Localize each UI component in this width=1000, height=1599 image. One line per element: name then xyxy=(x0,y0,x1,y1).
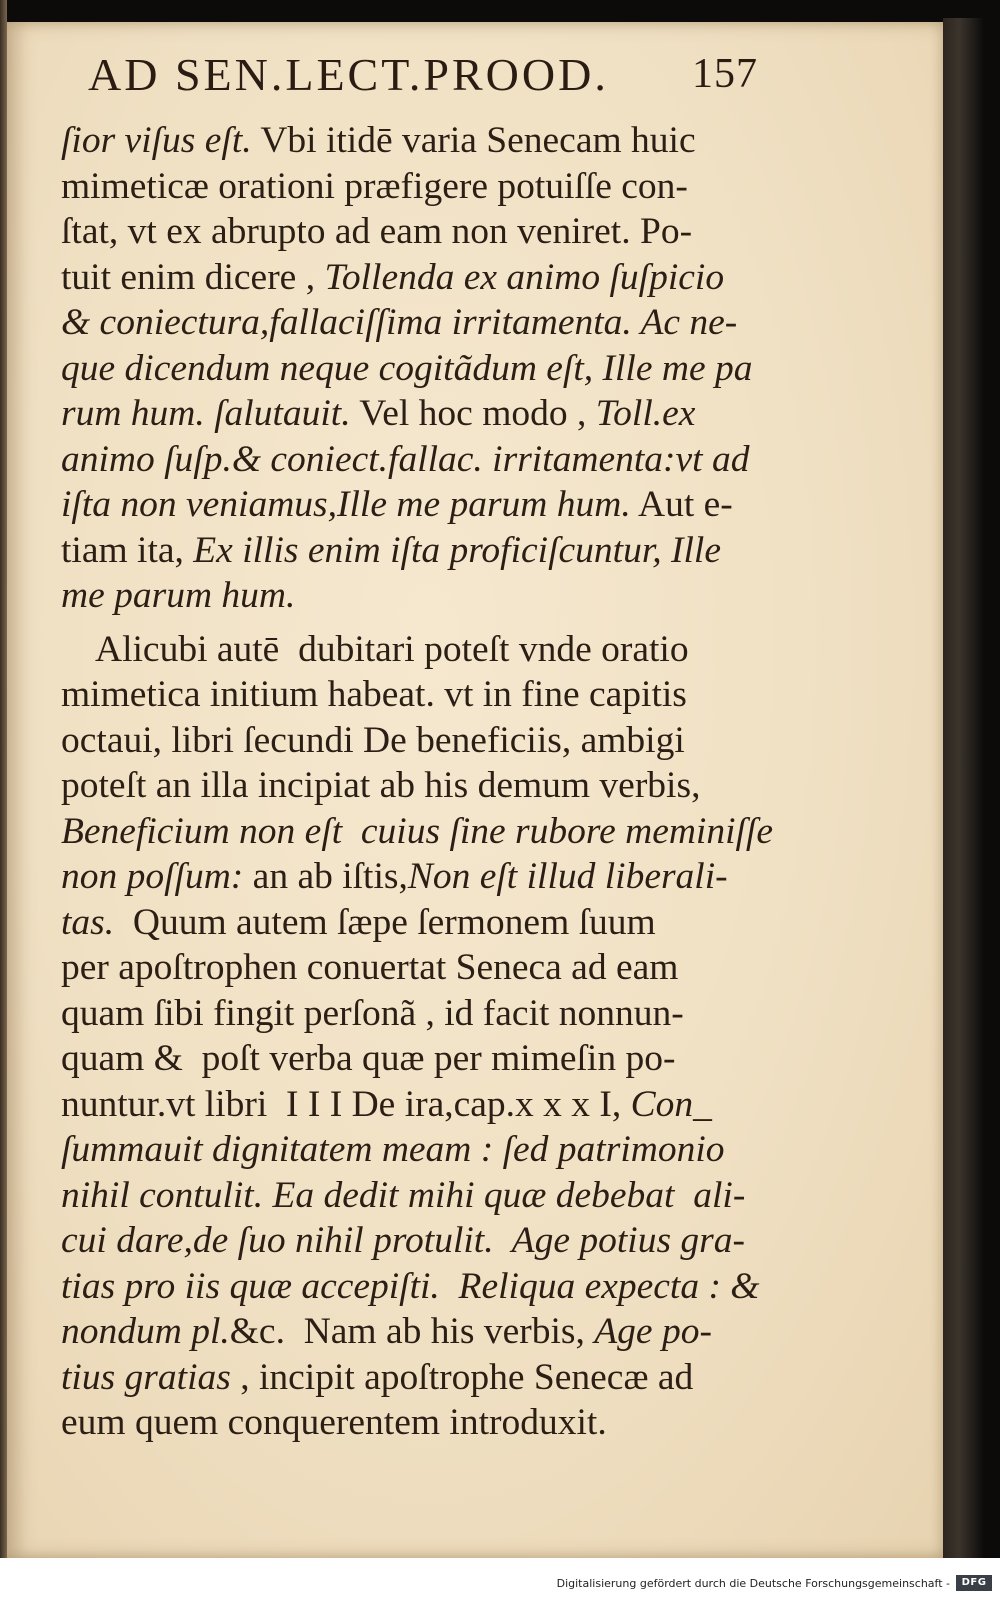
roman-span: Alicubi autē dubitari poteſt vnde oratio xyxy=(95,628,689,670)
text-line xyxy=(61,482,761,528)
italic-span: Beneficium non eſt cuius ſine rubore meminiſſe xyxy=(61,810,773,852)
roman-span: Vbi itidē varia Senecam huic xyxy=(251,120,696,161)
roman-span: ſtat, vt ex abrupto ad eam non veniret. Po- xyxy=(61,211,693,252)
roman-span: &c. Nam ab his verbis, xyxy=(229,1311,595,1352)
italic-span: Age po- xyxy=(594,1311,712,1352)
italic-span: tas. xyxy=(61,901,115,943)
italic-span: iſta non veniamus,Ille me parum hum. xyxy=(61,484,631,525)
italic-span: Non eſt illud liberali- xyxy=(407,856,728,897)
italic-span: Con_ xyxy=(630,1083,712,1125)
roman-span: nuntur.vt libri I I I De ira,cap.x x x I, xyxy=(61,1083,631,1125)
text-line xyxy=(61,209,761,255)
running-title: AD SEN.LECT.PROOD. xyxy=(88,49,609,100)
roman-span: octaui, libri ſecundi De beneficiis, ambigi xyxy=(61,719,685,761)
italic-span: ſummauit dignitatem meam : ſed patrimonio xyxy=(61,1129,725,1170)
text-line xyxy=(61,528,761,574)
italic-span: nihil contulit. Ea dedit mihi quæ debebat ali- xyxy=(61,1174,746,1216)
italic-span: Ex illis enim iſta proficiſcuntur, Ille xyxy=(193,529,721,571)
roman-span: eum quem conquerentem introduxit. xyxy=(61,1402,607,1443)
text-line xyxy=(61,346,761,392)
text-line xyxy=(61,1264,761,1310)
text-line xyxy=(61,809,773,855)
roman-span: Vel hoc modo , xyxy=(350,393,596,434)
italic-span: nondum pl. xyxy=(61,1311,230,1352)
italic-span: animo ſuſp.& coniect.fallac. irritamenta:vt ad xyxy=(61,438,750,480)
italic-span: rum hum. ſalutauit. xyxy=(61,393,351,434)
text-line xyxy=(61,1127,761,1173)
text-line xyxy=(61,1173,761,1219)
text-line xyxy=(61,437,761,483)
italic-span: me parum hum. xyxy=(61,575,296,616)
text-line xyxy=(61,255,761,301)
text-line xyxy=(61,1218,761,1264)
footer-bar xyxy=(0,1558,1000,1599)
text-line xyxy=(61,1309,761,1355)
dfg-logo: DFG xyxy=(956,1575,992,1591)
page-left-edge xyxy=(0,0,7,1558)
text-line xyxy=(61,718,761,764)
text-line xyxy=(61,763,761,809)
italic-span: Toll.ex xyxy=(595,393,696,434)
italic-span: Tollenda ex animo ſuſpicio xyxy=(324,256,725,298)
page-number: 157 xyxy=(692,51,758,97)
text-line xyxy=(61,1355,761,1401)
roman-span: Aut e- xyxy=(630,484,733,525)
book-edge xyxy=(943,18,983,1560)
italic-span: tias pro iis quæ accepiſti. Reliqua expecta : & xyxy=(61,1265,760,1307)
text-line xyxy=(61,164,761,210)
roman-span: an ab iſtis, xyxy=(243,856,408,897)
funding-credit: Digitalisierung gefördert durch die Deutsche Forschungsgemeinschaft - xyxy=(556,1577,950,1590)
text-line xyxy=(61,900,761,946)
text-line xyxy=(61,573,761,619)
text-line xyxy=(61,1082,761,1128)
page-header xyxy=(88,48,768,101)
text-line xyxy=(61,118,761,164)
text-line xyxy=(61,854,761,900)
text-line xyxy=(61,300,761,346)
roman-span: per apoſtrophen conuertat Seneca ad eam xyxy=(61,947,679,988)
text-line xyxy=(61,672,761,718)
text-line xyxy=(61,991,761,1037)
text-line xyxy=(61,1036,761,1082)
italic-span: & coniectura,fallaciſſima irritamenta. Ac ne- xyxy=(61,302,738,343)
roman-span: , incipit apoſtrophe Senecæ ad xyxy=(230,1356,694,1398)
roman-span: mimetica initium habeat. vt in fine capitis xyxy=(61,674,687,715)
italic-span: cui dare,de ſuo nihil protulit. Age potius gra- xyxy=(61,1220,745,1261)
text-line xyxy=(61,391,761,437)
roman-span: tuit enim dicere , xyxy=(61,256,325,298)
roman-span: mimeticæ orationi præfigere potuiſſe con- xyxy=(61,165,688,207)
roman-span: quam & poſt verba quæ per mimeſin po- xyxy=(61,1038,676,1079)
roman-span: Quum autem ſæpe ſermonem ſuum xyxy=(114,901,656,943)
roman-span: poteſt an illa incipiat ab his demum verbis, xyxy=(61,765,701,806)
italic-span: tius gratias xyxy=(61,1356,231,1398)
italic-span: ſior viſus eſt. xyxy=(61,120,252,161)
roman-span: tiam ita, xyxy=(61,529,194,571)
body-text xyxy=(61,118,773,1446)
text-line xyxy=(61,1400,761,1446)
roman-span: quam ſibi fingit perſonã , id facit nonnun- xyxy=(61,992,684,1034)
text-line xyxy=(61,945,761,991)
italic-span: que dicendum neque cogitãdum eſt, Ille me pa xyxy=(61,347,753,389)
text-line xyxy=(61,627,761,673)
italic-span: non poſſum: xyxy=(61,856,244,897)
